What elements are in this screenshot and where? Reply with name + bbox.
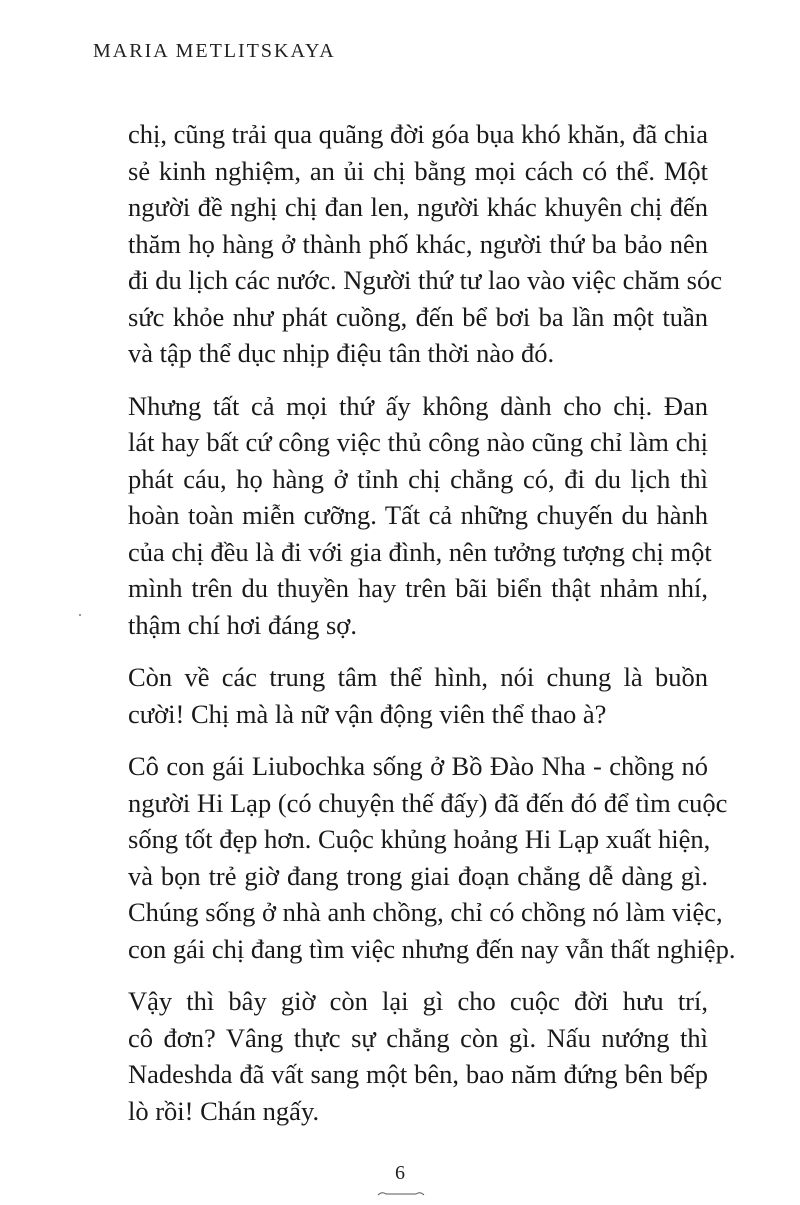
text-line: người Hi Lạp (có chuyện thế đấy) đã đến đó để tìm cuộc xyxy=(128,787,728,818)
paragraph-4 xyxy=(128,748,736,967)
text-line: hoàn toàn miễn cưỡng. Tất cả những chuyến du hành xyxy=(128,500,708,530)
text-line: cô đơn? Vâng thực sự chẳng còn gì. Nấu nướng thì xyxy=(128,1022,708,1053)
print-speck xyxy=(79,614,81,616)
text-line: lát hay bất cứ công việc thủ công nào cũng chỉ làm chị xyxy=(128,427,708,457)
text-line: Nadeshda đã vất sang một bên, bao năm đứng bên bếp xyxy=(128,1059,708,1089)
body-text xyxy=(128,116,736,1145)
running-header: MARIA METLITSKAYA xyxy=(93,40,336,62)
text-line: người đề nghị chị đan len, người khác khuyên chị đến xyxy=(128,192,708,222)
text-line: cười! Chị mà là nữ vận động viên thể thao à? xyxy=(128,698,607,729)
text-line: Nhưng tất cả mọi thứ ấy không dành cho chị. Đan xyxy=(128,390,708,421)
text-line: thậm chí hơi đáng sợ. xyxy=(128,609,357,640)
text-line: của chị đều là đi với gia đình, nên tưởng tượng chị một xyxy=(128,536,712,567)
text-line: Còn về các trung tâm thể hình, nói chung là buồn xyxy=(128,662,708,692)
text-line: lò rồi! Chán ngấy. xyxy=(128,1095,320,1126)
page-number-ornament-icon xyxy=(376,1190,426,1198)
text-line: mình trên du thuyền hay trên bãi biển thật nhảm nhí, xyxy=(128,573,708,603)
text-line: phát cáu, họ hàng ở tỉnh chị chẳng có, đi du lịch thì xyxy=(128,463,708,494)
page-number: 6 xyxy=(395,1162,405,1184)
text-line: sức khỏe như phát cuồng, đến bể bơi ba lần một tuần xyxy=(128,301,708,332)
text-line: Cô con gái Liubochka sống ở Bồ Đào Nha - chồng nó xyxy=(128,751,708,781)
text-line: Vậy thì bây giờ còn lại gì cho cuộc đời hưu trí, xyxy=(128,986,708,1016)
text-line: đi du lịch các nước. Người thứ tư lao vào việc chăm sóc xyxy=(128,265,722,295)
text-line: và bọn trẻ giờ đang trong giai đoạn chẳng dễ dàng gì. xyxy=(128,860,708,891)
text-line: thăm họ hàng ở thành phố khác, người thứ ba bảo nên xyxy=(128,228,708,259)
text-line: chị, cũng trải qua quãng đời góa bụa khó khăn, đã chia xyxy=(128,119,708,149)
paragraph-5 xyxy=(128,983,708,1129)
text-line: Chúng sống ở nhà anh chồng, chỉ có chồng nó làm việc, xyxy=(128,897,723,927)
paragraph-1 xyxy=(128,116,722,372)
paragraph-3 xyxy=(128,659,708,732)
text-line: con gái chị đang tìm việc nhưng đến nay vẫn thất nghiệp. xyxy=(128,933,736,964)
text-line: và tập thể dục nhịp điệu tân thời nào đó. xyxy=(128,338,555,368)
text-line: sẻ kinh nghiệm, an ủi chị bằng mọi cách có thể. Một xyxy=(128,155,708,186)
paragraph-2 xyxy=(128,388,712,644)
text-line: sống tốt đẹp hơn. Cuộc khủng hoảng Hi Lạp xuất hiện, xyxy=(128,824,711,854)
